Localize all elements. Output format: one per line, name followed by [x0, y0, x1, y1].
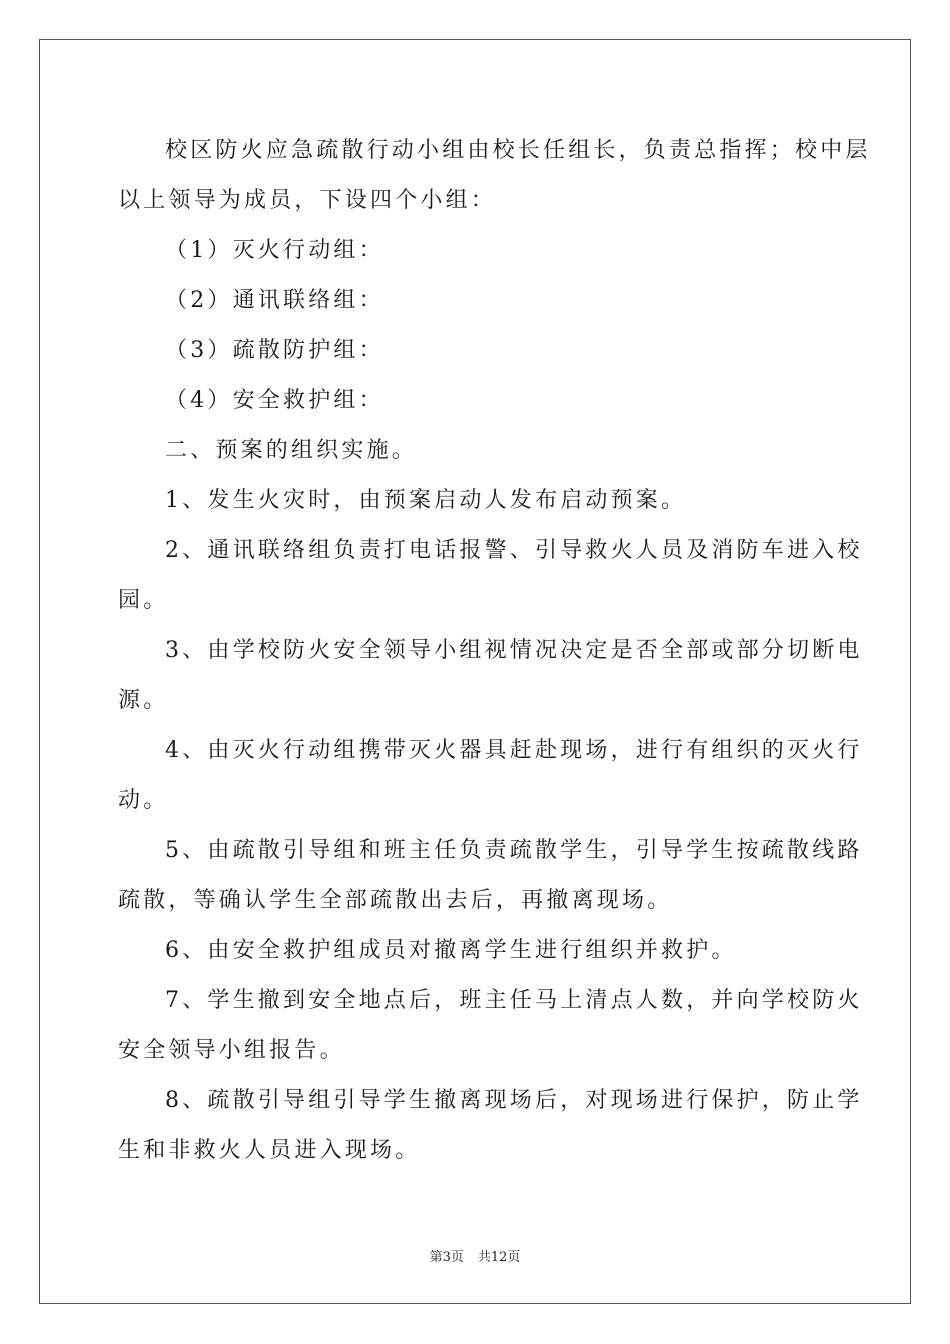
text-line: 疏散，等确认学生全部疏散出去后，再撤离现场。 — [118, 888, 673, 913]
text-line: （1）灭火行动组： — [165, 238, 384, 263]
text-line: 生和非救火人员进入现场。 — [118, 1138, 421, 1163]
text-line: 安全领导小组报告。 — [118, 1038, 345, 1063]
text-line: 二、预案的组织实施。 — [165, 438, 418, 463]
text-line: 4、由灭火行动组携带灭火器具赶赴现场，进行有组织的灭火行 — [165, 738, 863, 763]
text-line: 以上领导为成员，下设四个小组： — [118, 188, 497, 213]
text-line: 1、发生火灾时，由预案启动人发布启动预案。 — [165, 488, 687, 513]
text-line: 动。 — [118, 788, 169, 813]
text-line: 校区防火应急疏散行动小组由校长任组长，负责总指挥；校中层 — [165, 138, 871, 163]
page-number: 第3页 — [429, 1250, 464, 1265]
text-line: 园。 — [118, 588, 169, 613]
text-line: 源。 — [118, 688, 169, 713]
text-line: 3、由学校防火安全领导小组视情况决定是否全部或部分切断电 — [165, 638, 863, 663]
document-body — [118, 126, 871, 1176]
text-line: 5、由疏散引导组和班主任负责疏散学生，引导学生按疏散线路 — [165, 838, 863, 863]
page-footer — [0, 1246, 950, 1265]
text-line: 7、学生撤到安全地点后，班主任马上清点人数，并向学校防火 — [165, 988, 863, 1013]
text-line: 2、通讯联络组负责打电话报警、引导救火人员及消防车进入校 — [165, 538, 863, 563]
text-line: 6、由安全救护组成员对撤离学生进行组织并救护。 — [165, 938, 737, 963]
page-total: 共12页 — [477, 1250, 521, 1265]
text-line: （3）疏散防护组： — [165, 338, 384, 363]
text-line: （2）通讯联络组： — [165, 288, 384, 313]
text-line: 8、疏散引导组引导学生撤离现场后，对现场进行保护，防止学 — [165, 1088, 863, 1113]
text-line: （4）安全救护组： — [165, 388, 384, 413]
